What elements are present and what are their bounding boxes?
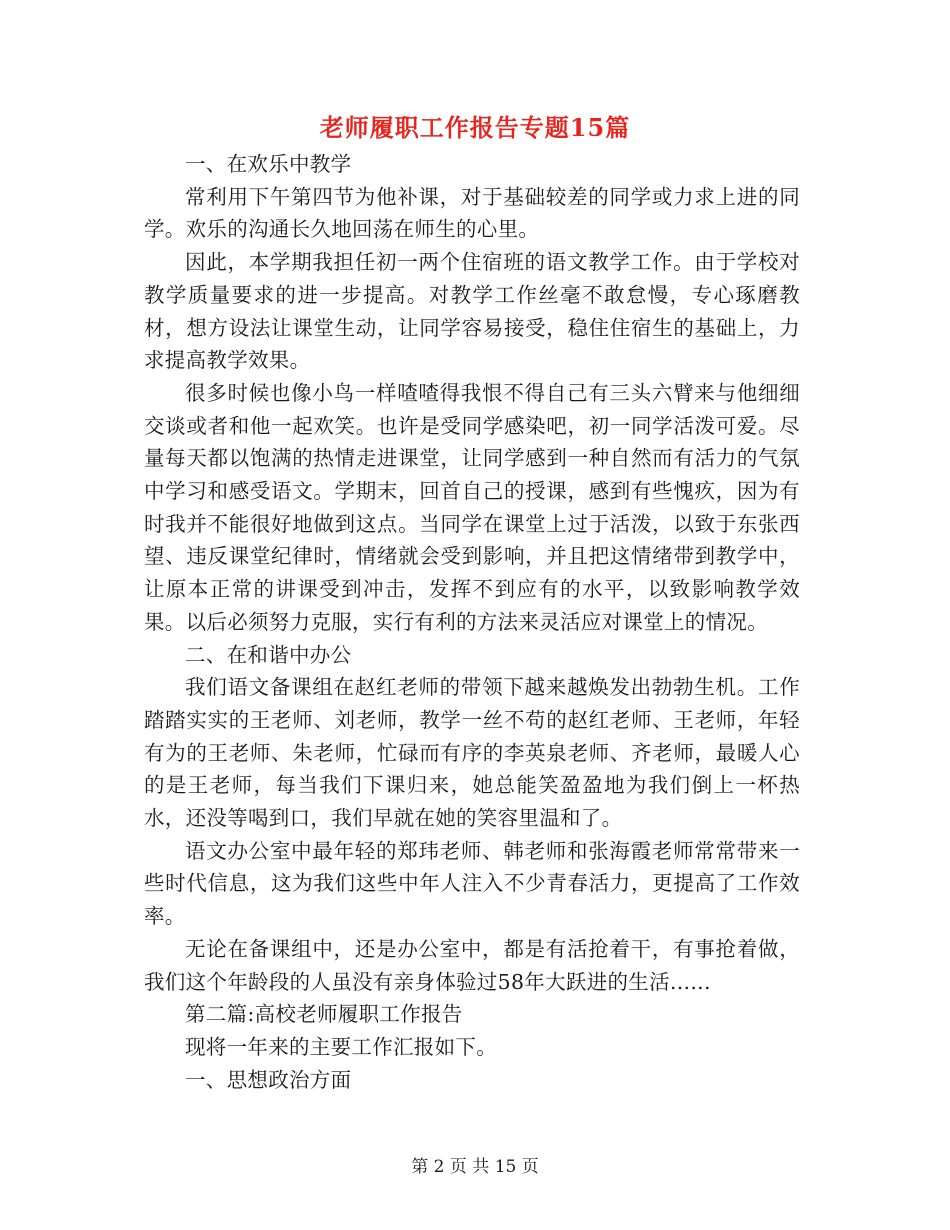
body-paragraph: 很多时候也像小鸟一样喳喳得我恨不得自己有三头六臂来与他细细交谈或者和他一起欢笑。也许是受同学感染吧，初一同学活泼可爱。尽量每天都以饱满的热情走进课堂，让同学感到一种自然而有活力的气氛中学习和感受语文。学期末，回首自己的授课，感到有些愧疚，因为有时我并不能很好地做到这点。当同学在课堂上过于活泼，以致于东张西望、违反课堂纪律时，情绪就会受到影响，并且把这情绪带到教学中，让原本正常的讲课受到冲击，发挥不到应有的水平，以致影响教学效果。以后必须努力克服，实行有利的方法来灵活应对课堂上的情况。 — [144, 380, 800, 634]
document-title: 老师履职工作报告专题15篇 — [319, 113, 631, 142]
page-footer: 第 2 页 共 15 页 — [411, 1157, 539, 1177]
body-paragraph: 现将一年来的主要工作汇报如下。 — [185, 1034, 497, 1059]
body-paragraph: 我们语文备课组在赵红老师的带领下越来越焕发出勃勃生机。工作踏踏实实的王老师、刘老师，教学一丝不苟的赵红老师、王老师，年轻有为的王老师、朱老师，忙碌而有序的李英泉老师、齐老师，最暖人心的是王老师，每当我们下课归来，她总能笑盈盈地为我们倒上一杯热水，还没等喝到口，我们早就在她的笑容里温和了。 — [144, 675, 800, 831]
body-paragraph: 无论在备课组中，还是办公室中，都是有活抢着干，有事抢着做，我们这个年龄段的人虽没有亲身体验过58年大跃进的生活...... — [144, 936, 800, 994]
body-paragraph: 因此，本学期我担任初一两个住宿班的语文教学工作。由于学校对教学质量要求的进一步提高。对教学工作丝毫不敢怠慢，专心琢磨教材，想方设法让课堂生动，让同学容易接受，稳住住宿生的基础上，力求提高教学效果。 — [144, 250, 800, 373]
body-paragraph: 常利用下午第四节为他补课，对于基础较差的同学或力求上进的同学。欢乐的沟通长久地回荡在师生的心里。 — [144, 184, 800, 242]
section-heading: 一、思想政治方面 — [185, 1067, 352, 1092]
section-heading: 二、在和谐中办公 — [185, 642, 352, 667]
chapter-heading: 第二篇:高校老师履职工作报告 — [185, 1002, 463, 1027]
section-heading: 一、在欢乐中教学 — [185, 152, 352, 176]
document-body — [144, 148, 800, 1096]
body-paragraph: 语文办公室中最年轻的郑玮老师、韩老师和张海霞老师常常带来一些时代信息，这为我们这些中年人注入不少青春活力，更提高了工作效率。 — [144, 838, 800, 929]
